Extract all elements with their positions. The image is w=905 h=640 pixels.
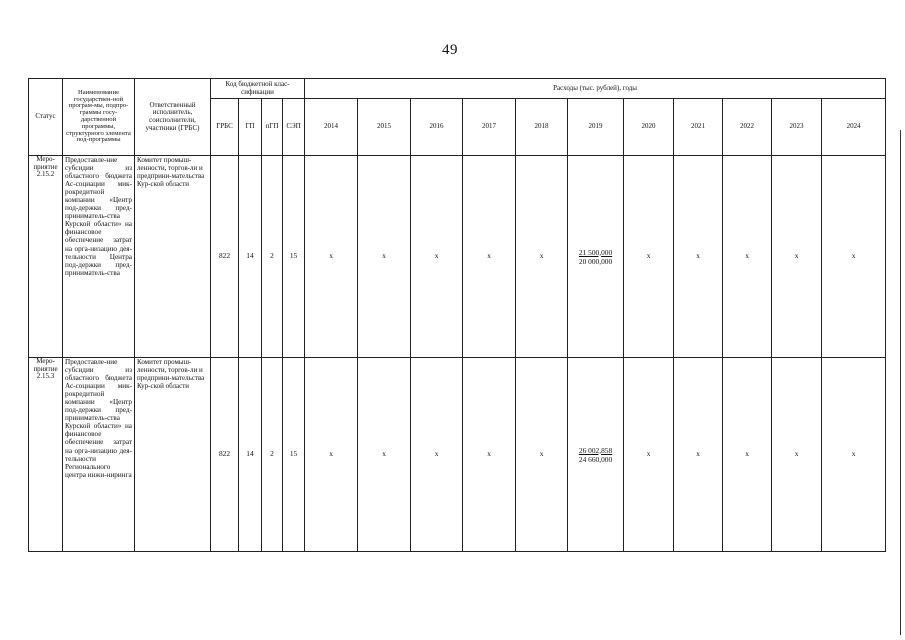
row-value-2021: x xyxy=(674,156,723,358)
row-code-sep: 15 xyxy=(283,358,305,552)
row-program-name: Предоставле-ние субсидии из областного бюджета Ас-социации мик-рокредитной компании «Центр под-держки пред-приниматель-ства Курской области» на финансовое обеспечение затрат на орга-низацию дея-тельности Регионального центра инжи-ниринга xyxy=(63,358,135,552)
header-year: 2017 xyxy=(463,99,516,156)
header-code-sep: СЭП xyxy=(283,99,305,156)
row-value-2017: x xyxy=(463,156,516,358)
row-value-2015: x xyxy=(358,156,411,358)
header-year: 2024 xyxy=(822,99,886,156)
page-edge-rule xyxy=(900,130,901,635)
header-executor: Ответственный исполнитель, соисполнители, участники (ГРБС) xyxy=(135,79,211,156)
row-value-2021: x xyxy=(674,358,723,552)
row-value-2018: x xyxy=(516,156,568,358)
row-code-grbs: 822 xyxy=(211,156,239,358)
row-status: Меро-приятие 2.15.2 xyxy=(29,156,63,358)
header-year: 2019 xyxy=(568,99,624,156)
row-value-2024: x xyxy=(822,156,886,358)
row-value-2020: x xyxy=(624,358,674,552)
row-value-2018: x xyxy=(516,358,568,552)
value-2019-top: 21 500,000 xyxy=(578,247,613,257)
row-code-pgp: 2 xyxy=(262,156,283,358)
row-value-2023: x xyxy=(772,156,822,358)
row-value-2019 xyxy=(568,156,624,358)
row-code-sep: 15 xyxy=(283,156,305,358)
row-program-name: Предоставле-ние субсидии из областного бюджета Ас-социации мик-рокредитной компании «Центр под-держки пред-приниматель-ства Курской области» на финансовое обеспечение затрат на орга-низацию дея-тельности Центра под-держки пред-приниматель-ства xyxy=(63,156,135,358)
header-year: 2016 xyxy=(411,99,463,156)
row-code-gp: 14 xyxy=(239,156,262,358)
header-year: 2015 xyxy=(358,99,411,156)
row-code-pgp: 2 xyxy=(262,358,283,552)
row-value-2016: x xyxy=(411,156,463,358)
row-value-2014: x xyxy=(305,358,358,552)
row-value-2017: x xyxy=(463,358,516,552)
header-year: 2014 xyxy=(305,99,358,156)
header-year: 2021 xyxy=(674,99,723,156)
header-year: 2018 xyxy=(516,99,568,156)
header-code-pgp: пГП xyxy=(262,99,283,156)
header-code-grbs: ГРБС xyxy=(211,99,239,156)
header-year: 2020 xyxy=(624,99,674,156)
row-value-2022: x xyxy=(723,156,772,358)
row-value-2019 xyxy=(568,358,624,552)
header-expenses: Расходы (тыс. рублей), годы xyxy=(305,79,886,99)
header-year: 2023 xyxy=(772,99,822,156)
row-value-2023: x xyxy=(772,358,822,552)
value-2019-top: 26 002,858 xyxy=(578,445,613,455)
row-code-gp: 14 xyxy=(239,358,262,552)
header-row-top xyxy=(29,79,886,99)
page-number: 49 xyxy=(442,42,458,58)
row-value-2022: x xyxy=(723,358,772,552)
row-value-2015: x xyxy=(358,358,411,552)
value-2019-bottom: 20 000,000 xyxy=(578,256,613,266)
row-value-2020: x xyxy=(624,156,674,358)
row-code-grbs: 822 xyxy=(211,358,239,552)
value-2019-bottom: 24 660,000 xyxy=(578,454,613,464)
header-code-gp: ГП xyxy=(239,99,262,156)
header-year: 2022 xyxy=(723,99,772,156)
row-status: Меро-приятие 2.15.3 xyxy=(29,358,63,552)
header-budget-code: Код бюджетной клас-сификации xyxy=(211,79,305,99)
row-value-2024: x xyxy=(822,358,886,552)
header-status: Статус xyxy=(29,79,63,156)
row-value-2014: x xyxy=(305,156,358,358)
row-value-2016: x xyxy=(411,358,463,552)
table-row xyxy=(29,156,886,358)
table-row xyxy=(29,358,886,552)
budget-table xyxy=(28,78,886,552)
row-executor: Комитет промыш-ленности, торгов-ли и предприни-мательства Кур-ской области xyxy=(135,156,211,358)
row-executor: Комитет промыш-ленности, торгов-ли и предприни-мательства Кур-ской области xyxy=(135,358,211,552)
header-program-name: Наименование государствен-ной програм-мы, подпро-граммы госу-дарственной программы, структурного элемента под-программы xyxy=(63,79,135,156)
